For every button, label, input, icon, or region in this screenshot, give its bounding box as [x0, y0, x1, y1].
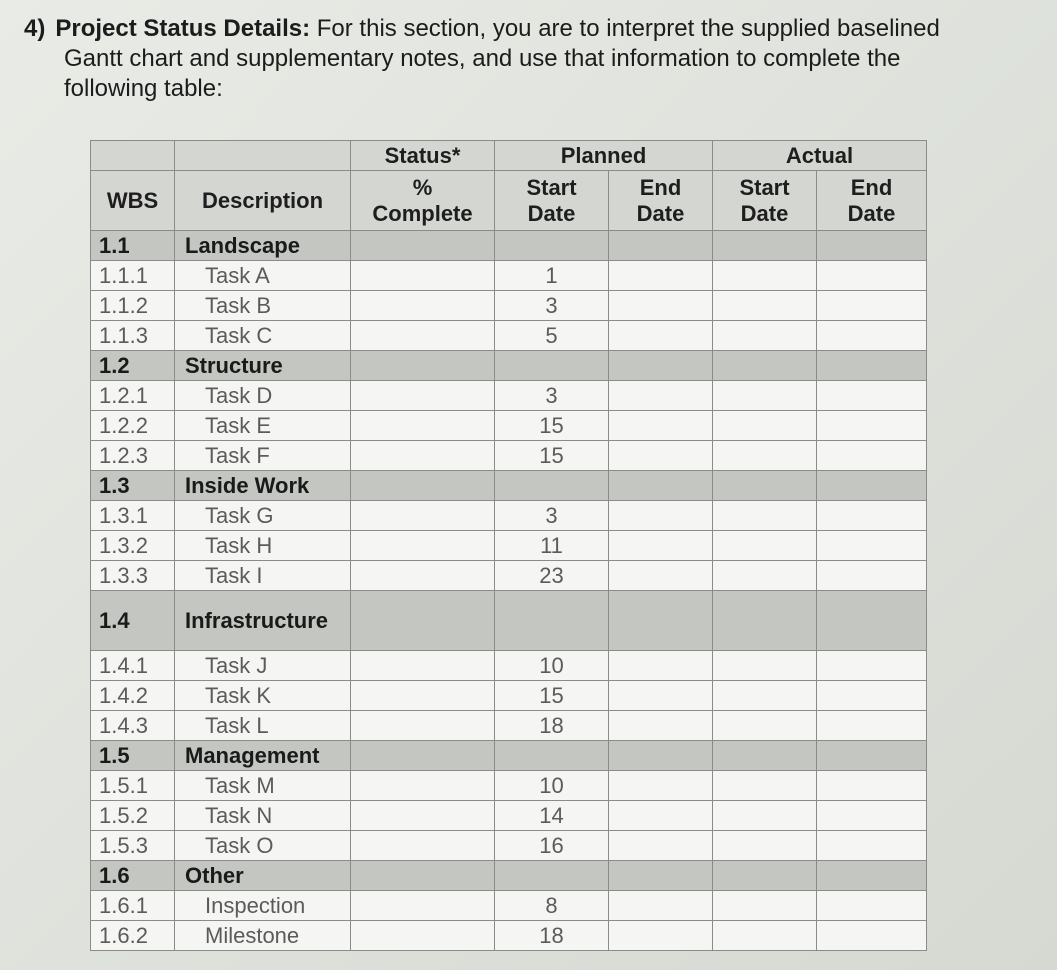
actual-end-cell — [817, 351, 927, 381]
actual-start-cell[interactable] — [713, 321, 817, 351]
planned-start-cell[interactable]: 3 — [495, 291, 609, 321]
planned-start-cell[interactable]: 15 — [495, 441, 609, 471]
wbs-cell: 1.6 — [91, 861, 175, 891]
table-row — [91, 261, 927, 291]
actual-end-cell[interactable] — [817, 681, 927, 711]
status-cell[interactable] — [351, 261, 495, 291]
table-row — [91, 411, 927, 441]
wbs-cell: 1.4.1 — [91, 651, 175, 681]
wbs-cell: 1.1.1 — [91, 261, 175, 291]
planned-end-cell[interactable] — [609, 711, 713, 741]
table-row — [91, 651, 927, 681]
actual-end-cell[interactable] — [817, 261, 927, 291]
actual-start-cell[interactable] — [713, 651, 817, 681]
actual-end-cell — [817, 861, 927, 891]
planned-end-cell[interactable] — [609, 771, 713, 801]
planned-end-cell[interactable] — [609, 321, 713, 351]
description-cell: Infrastructure — [175, 591, 351, 651]
actual-start-cell[interactable] — [713, 291, 817, 321]
actual-end-cell[interactable] — [817, 381, 927, 411]
actual-start-cell[interactable] — [713, 441, 817, 471]
planned-end-cell — [609, 231, 713, 261]
actual-end-cell[interactable] — [817, 831, 927, 861]
planned-end-cell — [609, 351, 713, 381]
description-cell: Task L — [175, 711, 351, 741]
planned-start-cell — [495, 591, 609, 651]
planned-end-cell[interactable] — [609, 291, 713, 321]
status-cell[interactable] — [351, 921, 495, 951]
actual-end-cell[interactable] — [817, 651, 927, 681]
actual-start-cell — [713, 591, 817, 651]
status-cell[interactable] — [351, 531, 495, 561]
status-cell — [351, 591, 495, 651]
planned-start-cell[interactable]: 10 — [495, 771, 609, 801]
wbs-cell: 1.6.2 — [91, 921, 175, 951]
table-group-row — [91, 351, 927, 381]
table-group-row — [91, 471, 927, 501]
actual-start-cell — [713, 471, 817, 501]
wbs-cell: 1.6.1 — [91, 891, 175, 921]
wbs-cell: 1.3.1 — [91, 501, 175, 531]
header-status: Status* — [351, 141, 495, 171]
description-cell: Task D — [175, 381, 351, 411]
planned-end-cell[interactable] — [609, 831, 713, 861]
table-row — [91, 921, 927, 951]
wbs-cell: 1.3.3 — [91, 561, 175, 591]
table-row — [91, 831, 927, 861]
status-cell[interactable] — [351, 681, 495, 711]
wbs-cell: 1.3.2 — [91, 531, 175, 561]
planned-end-cell[interactable] — [609, 411, 713, 441]
actual-end-cell[interactable] — [817, 441, 927, 471]
status-cell[interactable] — [351, 321, 495, 351]
planned-end-cell — [609, 591, 713, 651]
actual-end-cell[interactable] — [817, 921, 927, 951]
wbs-cell: 1.2.2 — [91, 411, 175, 441]
table-group-row — [91, 741, 927, 771]
actual-end-cell[interactable] — [817, 501, 927, 531]
description-cell: Structure — [175, 351, 351, 381]
planned-end-cell[interactable] — [609, 381, 713, 411]
header-wbs: WBS — [91, 171, 175, 231]
heading-line-2: Gantt chart and supplementary notes, and use that information to complete the — [64, 45, 901, 72]
table-row — [91, 681, 927, 711]
table-group-row — [91, 861, 927, 891]
header-complete: Complete — [372, 200, 473, 226]
description-cell: Task O — [175, 831, 351, 861]
planned-start-cell[interactable]: 14 — [495, 801, 609, 831]
header-percent-complete — [351, 171, 495, 231]
table-row — [91, 771, 927, 801]
wbs-cell: 1.3 — [91, 471, 175, 501]
header-planned-start — [495, 171, 609, 231]
wbs-cell: 1.1.3 — [91, 321, 175, 351]
status-cell[interactable] — [351, 801, 495, 831]
planned-end-cell — [609, 471, 713, 501]
table-row — [91, 561, 927, 591]
actual-start-cell[interactable] — [713, 681, 817, 711]
actual-end-cell — [817, 231, 927, 261]
wbs-cell: 1.5.2 — [91, 801, 175, 831]
status-cell — [351, 471, 495, 501]
wbs-cell: 1.1.2 — [91, 291, 175, 321]
header-planned-start-1: Start — [526, 174, 577, 200]
description-cell: Task M — [175, 771, 351, 801]
description-cell: Task C — [175, 321, 351, 351]
header-actual-start-1: Start — [739, 174, 790, 200]
table-row — [91, 891, 927, 921]
planned-start-cell — [495, 351, 609, 381]
wbs-cell: 1.2.1 — [91, 381, 175, 411]
planned-start-cell[interactable]: 18 — [495, 921, 609, 951]
table-row — [91, 711, 927, 741]
planned-end-cell[interactable] — [609, 891, 713, 921]
section-number: 4) — [24, 15, 46, 42]
status-cell[interactable] — [351, 561, 495, 591]
heading-text-1: For this section, you are to interpret the supplied baselined — [316, 15, 940, 42]
actual-end-cell[interactable] — [817, 891, 927, 921]
header-planned-end — [609, 171, 713, 231]
actual-start-cell[interactable] — [713, 711, 817, 741]
wbs-cell: 1.5 — [91, 741, 175, 771]
actual-start-cell[interactable] — [713, 891, 817, 921]
actual-start-cell[interactable] — [713, 771, 817, 801]
planned-start-cell — [495, 861, 609, 891]
actual-end-cell — [817, 471, 927, 501]
description-cell: Inspection — [175, 891, 351, 921]
description-cell: Task E — [175, 411, 351, 441]
actual-end-cell[interactable] — [817, 561, 927, 591]
header-planned: Planned — [495, 141, 713, 171]
header-actual: Actual — [713, 141, 927, 171]
table-group-row — [91, 231, 927, 261]
planned-start-cell[interactable]: 23 — [495, 561, 609, 591]
planned-start-cell[interactable]: 15 — [495, 681, 609, 711]
description-cell: Task A — [175, 261, 351, 291]
actual-end-cell[interactable] — [817, 771, 927, 801]
planned-start-cell — [495, 471, 609, 501]
wbs-cell: 1.2.3 — [91, 441, 175, 471]
actual-start-cell — [713, 741, 817, 771]
actual-start-cell[interactable] — [713, 381, 817, 411]
actual-start-cell[interactable] — [713, 531, 817, 561]
wbs-cell: 1.2 — [91, 351, 175, 381]
status-cell[interactable] — [351, 411, 495, 441]
wbs-cell: 1.5.1 — [91, 771, 175, 801]
wbs-cell: 1.4 — [91, 591, 175, 651]
planned-start-cell[interactable]: 3 — [495, 381, 609, 411]
actual-start-cell — [713, 351, 817, 381]
status-cell — [351, 741, 495, 771]
table-row — [91, 531, 927, 561]
actual-start-cell[interactable] — [713, 921, 817, 951]
actual-start-cell[interactable] — [713, 261, 817, 291]
planned-start-cell[interactable]: 16 — [495, 831, 609, 861]
planned-end-cell[interactable] — [609, 651, 713, 681]
header-blank-desc — [175, 141, 351, 171]
actual-end-cell[interactable] — [817, 411, 927, 441]
actual-start-cell[interactable] — [713, 801, 817, 831]
planned-end-cell — [609, 741, 713, 771]
header-planned-start-2: Date — [527, 200, 576, 226]
planned-end-cell[interactable] — [609, 921, 713, 951]
table-row — [91, 291, 927, 321]
planned-start-cell — [495, 231, 609, 261]
table-row — [91, 381, 927, 411]
description-cell: Other — [175, 861, 351, 891]
planned-end-cell[interactable] — [609, 561, 713, 591]
status-cell — [351, 861, 495, 891]
actual-end-cell[interactable] — [817, 321, 927, 351]
description-cell: Task N — [175, 801, 351, 831]
description-cell: Task B — [175, 291, 351, 321]
actual-start-cell[interactable] — [713, 411, 817, 441]
table-row — [91, 441, 927, 471]
actual-end-cell — [817, 741, 927, 771]
status-cell — [351, 351, 495, 381]
status-cell[interactable] — [351, 501, 495, 531]
planned-end-cell[interactable] — [609, 801, 713, 831]
wbs-cell: 1.4.3 — [91, 711, 175, 741]
planned-start-cell[interactable]: 11 — [495, 531, 609, 561]
table-row — [91, 501, 927, 531]
planned-start-cell[interactable]: 8 — [495, 891, 609, 921]
actual-end-cell[interactable] — [817, 291, 927, 321]
actual-end-cell[interactable] — [817, 531, 927, 561]
heading-line-3: following table: — [64, 75, 223, 102]
description-cell: Task H — [175, 531, 351, 561]
description-cell: Inside Work — [175, 471, 351, 501]
wbs-cell: 1.4.2 — [91, 681, 175, 711]
description-cell: Task J — [175, 651, 351, 681]
status-cell[interactable] — [351, 891, 495, 921]
planned-end-cell[interactable] — [609, 501, 713, 531]
description-cell: Milestone — [175, 921, 351, 951]
description-cell: Task I — [175, 561, 351, 591]
wbs-cell: 1.5.3 — [91, 831, 175, 861]
actual-start-cell[interactable] — [713, 831, 817, 861]
table-row — [91, 801, 927, 831]
actual-end-cell — [817, 591, 927, 651]
status-table-wrap — [90, 140, 927, 951]
planned-start-cell[interactable]: 10 — [495, 651, 609, 681]
planned-end-cell[interactable] — [609, 681, 713, 711]
actual-start-cell[interactable] — [713, 501, 817, 531]
header-actual-end-2: Date — [847, 200, 896, 226]
header-actual-start-2: Date — [740, 200, 789, 226]
header-planned-end-1: End — [639, 174, 682, 200]
table-row — [91, 321, 927, 351]
planned-end-cell[interactable] — [609, 441, 713, 471]
actual-start-cell — [713, 231, 817, 261]
status-cell[interactable] — [351, 381, 495, 411]
planned-end-cell[interactable] — [609, 531, 713, 561]
status-cell[interactable] — [351, 291, 495, 321]
section-heading — [24, 14, 1024, 104]
table-group-row — [91, 591, 927, 651]
project-status-table — [90, 140, 927, 951]
status-cell[interactable] — [351, 771, 495, 801]
header-actual-end-1: End — [850, 174, 893, 200]
wbs-cell: 1.1 — [91, 231, 175, 261]
header-description: Description — [175, 171, 351, 231]
description-cell: Task G — [175, 501, 351, 531]
actual-end-cell[interactable] — [817, 801, 927, 831]
planned-start-cell[interactable]: 18 — [495, 711, 609, 741]
description-cell: Task K — [175, 681, 351, 711]
actual-end-cell[interactable] — [817, 711, 927, 741]
header-actual-end — [817, 171, 927, 231]
header-planned-end-2: Date — [636, 200, 685, 226]
planned-end-cell — [609, 861, 713, 891]
header-blank-wbs — [91, 141, 175, 171]
planned-start-cell[interactable]: 1 — [495, 261, 609, 291]
status-cell[interactable] — [351, 831, 495, 861]
description-cell: Management — [175, 741, 351, 771]
actual-start-cell[interactable] — [713, 561, 817, 591]
heading-line-1 — [24, 14, 1024, 44]
status-cell[interactable] — [351, 711, 495, 741]
planned-end-cell[interactable] — [609, 261, 713, 291]
header-percent: % — [412, 174, 433, 200]
table-body — [91, 231, 927, 951]
description-cell: Task F — [175, 441, 351, 471]
actual-start-cell — [713, 861, 817, 891]
status-cell[interactable] — [351, 441, 495, 471]
planned-start-cell[interactable]: 3 — [495, 501, 609, 531]
header-actual-start — [713, 171, 817, 231]
planned-start-cell[interactable]: 15 — [495, 411, 609, 441]
description-cell: Landscape — [175, 231, 351, 261]
status-cell[interactable] — [351, 651, 495, 681]
status-cell — [351, 231, 495, 261]
planned-start-cell[interactable]: 5 — [495, 321, 609, 351]
section-title: Project Status Details: — [55, 15, 311, 42]
planned-start-cell — [495, 741, 609, 771]
